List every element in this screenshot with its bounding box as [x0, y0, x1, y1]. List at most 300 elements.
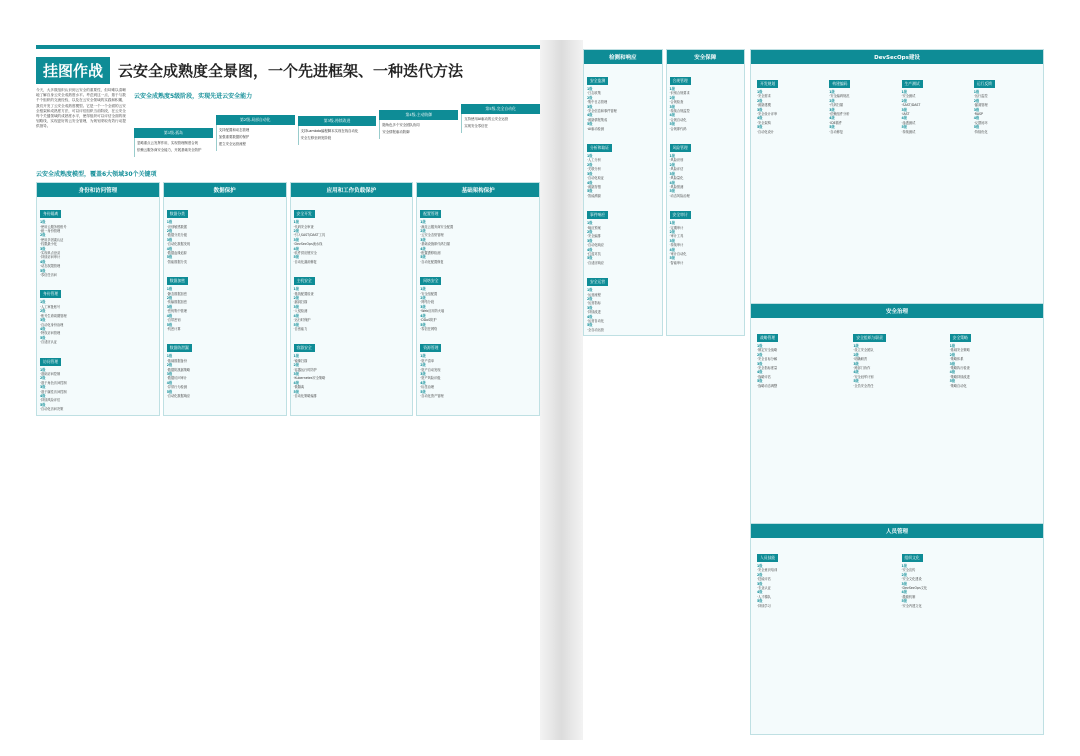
- level-label: 2级: [829, 98, 835, 103]
- level-label: 2级: [757, 98, 763, 103]
- level-item: 加强重要数据的保护: [218, 135, 250, 139]
- section-block: [829, 70, 892, 134]
- list-item: ·IAST: [901, 112, 910, 117]
- level-label: 1级: [669, 154, 675, 159]
- list-item: ·云安全态势管理: [420, 233, 444, 238]
- level-label: 5级: [40, 402, 46, 407]
- list-item: ·安全组配置: [420, 291, 438, 296]
- level-label: 3级: [587, 238, 593, 243]
- list-item: ·渗透测试: [901, 120, 916, 125]
- section-block: [167, 267, 283, 331]
- list-item: ·动态权限管理: [40, 264, 61, 269]
- section-heading: 风险管理: [670, 144, 691, 152]
- section-heading: 主机安全: [294, 277, 315, 285]
- level-label: 4级: [293, 313, 299, 318]
- list-item: ·智能溯源: [587, 193, 601, 198]
- level-card: [134, 128, 213, 157]
- level-label: 4级: [420, 246, 426, 251]
- level-label: 3级: [669, 104, 675, 109]
- level-label: 5级: [293, 322, 299, 327]
- list-item: ·基线配置检查: [293, 291, 314, 296]
- level-label: 5级: [420, 322, 426, 327]
- panel-title: 安全治理: [751, 304, 1043, 318]
- list-item: ·定期审计: [669, 225, 684, 230]
- level-label: 5级: [293, 255, 299, 260]
- level-label: 3级: [973, 107, 980, 112]
- level-label: 4级: [166, 246, 173, 251]
- list-item: ·基础数据备份: [166, 358, 187, 363]
- list-item: ·识别合规要求: [669, 91, 690, 96]
- list-item: ·智能数据分类: [166, 259, 187, 264]
- list-item: ·自动化响应: [587, 243, 604, 248]
- list-item: ·人才梯队: [757, 594, 771, 599]
- level-label: 1级: [40, 300, 46, 305]
- list-item: ·安全设计评审: [757, 112, 778, 117]
- domain-title: 身份和访问管理: [37, 183, 159, 197]
- level-card: [216, 115, 295, 151]
- section-block: [950, 324, 1037, 388]
- section-heading: 生产测试: [902, 80, 923, 88]
- list-item: ·集中日志管理: [587, 100, 608, 105]
- level-item: 安全左移至研发阶段: [300, 135, 332, 140]
- list-item: ·跨部门协作: [853, 366, 871, 371]
- section-badge: 挂图作战: [36, 57, 110, 84]
- level-label: 3级: [293, 304, 299, 309]
- level-label: 5级: [40, 335, 46, 340]
- level-label: 1级: [669, 221, 675, 226]
- level-label: 4级: [901, 590, 907, 595]
- level-label: 4级: [757, 590, 763, 595]
- section-block: [670, 134, 742, 198]
- list-item: ·设立安全团队: [853, 348, 874, 353]
- list-item: ·数据分类分级: [166, 233, 187, 238]
- panel-subcolumns: [751, 538, 1043, 614]
- list-item: ·软件供应链安全: [293, 251, 317, 256]
- title-row: [36, 49, 540, 88]
- list-item: ·统一身份管理: [40, 229, 61, 233]
- level-label: 3级: [757, 581, 763, 586]
- domain-title: 数据保护: [164, 183, 286, 197]
- section-heading: 安全开发: [294, 210, 315, 218]
- list-item: ·数据防泄漏策略: [166, 367, 191, 372]
- section-block: [294, 334, 410, 398]
- section-heading: 分析和取证: [587, 144, 612, 152]
- list-item: ·持续优化: [973, 129, 988, 134]
- level-label: 4级: [40, 326, 46, 331]
- level-label: 5级: [166, 255, 173, 260]
- list-item: ·静态数据加密: [166, 291, 187, 296]
- list-item: ·策略持续改进: [949, 374, 970, 379]
- level-label: 2级: [973, 98, 980, 103]
- level-label: 3级: [901, 107, 907, 112]
- level-item: 支持使用AI驱动的云安全运营: [464, 117, 509, 121]
- section-block: [420, 267, 536, 331]
- devsecops-panel: [750, 49, 1044, 309]
- list-item: ·安全目标分解: [757, 357, 778, 362]
- panel-title: 人员管理: [751, 524, 1043, 538]
- section-block: [420, 334, 536, 398]
- list-item: ·资产风险评级: [420, 376, 441, 381]
- section-heading: 安全组织与职责: [853, 334, 886, 342]
- section-block: [670, 67, 742, 131]
- list-item: ·风险评估: [669, 167, 684, 172]
- list-item: ·明确职责: [853, 357, 868, 362]
- list-item: ·入侵检测: [293, 309, 308, 314]
- list-item: ·漏洞扫描: [293, 300, 308, 305]
- level-label: 5级: [973, 125, 980, 130]
- section-heading: 数据分类: [167, 210, 188, 218]
- list-item: ·专业认证: [757, 586, 771, 591]
- level-item: 实现安全零信任: [464, 123, 488, 128]
- list-item: ·自动化访问决策: [40, 407, 64, 412]
- list-item: ·激励机制: [901, 594, 916, 599]
- section-heading: 战略管理: [757, 334, 778, 342]
- level-label: 1级: [40, 367, 46, 372]
- list-item: ·安全冠军计划: [853, 374, 874, 379]
- list-item: ·人工审批账号: [40, 304, 61, 309]
- section-heading: 安全监测: [587, 77, 608, 85]
- level-label: 5级: [587, 122, 593, 127]
- level-label: 1级: [40, 220, 46, 225]
- domain-title: 应用和工作负载保护: [291, 183, 413, 197]
- list-item: ·策略自动化: [949, 383, 967, 388]
- section-block: [587, 268, 659, 332]
- list-item: ·持续审计: [669, 243, 684, 248]
- level-desc: [134, 138, 213, 157]
- level-label: 4级: [166, 380, 173, 385]
- right-page: [583, 45, 1044, 735]
- list-item: ·合规即代码: [669, 126, 687, 131]
- list-item: ·满足云服务商安全配置: [420, 224, 454, 229]
- list-item: ·基于角色访问控制: [40, 380, 67, 385]
- list-item: ·IDE插件: [829, 120, 843, 125]
- domain-column: [290, 182, 414, 415]
- list-item: ·运营指标: [587, 301, 601, 306]
- level-label: 2级: [757, 572, 763, 577]
- list-item: ·战略动态调整: [757, 383, 778, 388]
- list-item: ·持续改进: [587, 310, 601, 315]
- list-item: ·实现单点登录: [40, 251, 61, 256]
- level-label: 第5级-完全自动化: [461, 104, 540, 114]
- list-item: ·持续测试: [901, 129, 916, 134]
- list-item: ·安全宣传: [901, 568, 916, 573]
- level-label: 5级: [829, 125, 835, 130]
- list-item: ·技能评估: [757, 577, 771, 582]
- list-item: ·安全编码规范: [829, 94, 850, 99]
- level-desc: [461, 114, 540, 133]
- level-label: 1级: [587, 87, 593, 91]
- level-label: 5级: [901, 599, 907, 604]
- level-item: 建立安全运营流程: [218, 141, 246, 146]
- level-label: 3级: [40, 385, 46, 390]
- level-label: 2级: [40, 309, 46, 314]
- level-label: 3级: [669, 171, 675, 176]
- list-item: ·标签治理: [420, 385, 435, 390]
- level-label: 5级: [587, 256, 593, 261]
- panel-subcolumns: [751, 318, 1043, 394]
- section-block: [167, 200, 283, 264]
- level-label: 1级: [420, 220, 426, 225]
- level-label: 2级: [587, 297, 593, 301]
- level-item: 支持配置和动态管理: [218, 128, 250, 133]
- section-heading: 安全运营: [587, 278, 608, 286]
- list-item: ·数据血缘追踪: [166, 251, 187, 256]
- section-block: [587, 67, 659, 131]
- section-heading: 合规管理: [670, 77, 691, 85]
- section-block: [40, 280, 156, 344]
- list-item: ·RASP: [973, 112, 983, 117]
- list-item: ·安全架构: [757, 120, 771, 125]
- domain-title: 安全保障: [667, 50, 745, 64]
- domain-title: 检测和响应: [584, 50, 662, 64]
- list-item: ·关联分析: [587, 167, 601, 172]
- section-block: [40, 348, 156, 412]
- level-label: 1级: [973, 90, 980, 94]
- list-item: ·漏洞管理: [973, 103, 988, 108]
- level-label: 2级: [166, 296, 173, 301]
- section-heading: 组织文化: [902, 554, 923, 562]
- level-label: 1级: [669, 87, 675, 91]
- level-label: 5级: [853, 379, 859, 384]
- level-label: 1级: [757, 564, 763, 568]
- list-item: ·自动化设计: [757, 129, 774, 134]
- level-card: [461, 104, 540, 133]
- list-item: ·自动修复: [829, 129, 844, 134]
- list-item: ·自动化取证: [587, 176, 604, 181]
- level-label: 2级: [293, 229, 299, 233]
- list-item: ·响应预案: [587, 225, 601, 230]
- people-panel: [750, 523, 1044, 735]
- list-item: ·自动化数据响应: [166, 393, 191, 398]
- section-heading: 开发规划: [757, 80, 778, 88]
- level-label: 2级: [669, 162, 675, 167]
- list-item: ·自动化漏洞修复: [293, 259, 317, 264]
- level-label: 5级: [949, 379, 956, 384]
- list-item: ·持续学习: [757, 603, 771, 608]
- list-item: ·DevSecOps流水线: [293, 242, 323, 247]
- section-block: [902, 70, 965, 134]
- section-block: [294, 200, 410, 264]
- list-item: ·代码扫描: [829, 103, 844, 108]
- level-label: 第4级-主动防御: [379, 110, 458, 120]
- level-label: 2级: [853, 352, 859, 357]
- list-item: ·安全测试: [901, 94, 916, 99]
- section-heading: 安全审计: [670, 211, 691, 219]
- list-item: ·红蓝对抗: [587, 251, 601, 256]
- level-label: 5级: [757, 379, 763, 384]
- level-label: 5级: [757, 599, 763, 604]
- level-label: 1级: [757, 90, 763, 94]
- level-label: 2级: [166, 229, 173, 233]
- level-item: 依赖云服务商安全能力，开展基础安全防护: [137, 147, 202, 152]
- section-heading: 人员技能: [757, 554, 778, 562]
- list-item: ·Kubernetes安全策略: [293, 376, 326, 381]
- level-label: 2级: [669, 229, 675, 234]
- list-item: ·识别敏感数据: [166, 224, 187, 229]
- level-label: 3级: [420, 237, 426, 242]
- list-item: ·基础访问控制: [40, 371, 61, 376]
- section-block: [757, 544, 893, 608]
- level-label: 4级: [40, 393, 46, 398]
- level-label: 1级: [829, 90, 835, 94]
- list-item: ·代码安全审查: [293, 224, 314, 229]
- level-label: 4级: [420, 380, 426, 385]
- level-label: 1级: [949, 344, 956, 348]
- level-label: 4级: [293, 380, 299, 385]
- list-item: ·自动化配置修复: [420, 259, 444, 264]
- level-item: 支持Lambda编程脚本实现在线自动化: [300, 129, 359, 133]
- level-label: 3级: [901, 581, 907, 586]
- domain-column: [36, 182, 160, 415]
- level-label: 3级: [166, 371, 173, 376]
- level-desc: [298, 126, 377, 145]
- level-label: 3级: [420, 304, 426, 309]
- list-item: ·DevSecOps文化: [901, 586, 928, 591]
- section-heading: 运行反馈: [974, 80, 995, 88]
- list-item: ·全自动运营: [587, 327, 604, 332]
- section-block: [670, 201, 742, 265]
- list-item: ·镜像扫描: [293, 358, 308, 363]
- list-item: ·日志收集: [587, 91, 601, 96]
- level-label: 1级: [420, 354, 426, 359]
- list-item: ·零信任网络: [420, 326, 438, 331]
- level-label: 1级: [853, 344, 859, 348]
- level-label: 4级: [669, 113, 675, 118]
- domain-column: [666, 49, 746, 336]
- section-block: [974, 70, 1037, 134]
- level-label: 3级: [853, 361, 859, 366]
- section-heading: 配置管理: [420, 210, 441, 218]
- list-item: ·安全意识培训: [757, 568, 778, 573]
- section-heading: 构建编码: [829, 80, 850, 88]
- level-label: 2级: [949, 352, 956, 357]
- list-item: ·动态风险治理: [669, 193, 690, 198]
- level-label: 3级: [587, 104, 593, 109]
- level-label: 4级: [669, 247, 675, 252]
- level-label: 5级: [293, 389, 299, 394]
- level-label: 1级: [587, 221, 593, 226]
- list-item: ·安全编排: [587, 234, 601, 239]
- level-label: 4级: [587, 314, 593, 319]
- domain-column: [416, 182, 540, 415]
- list-item: ·运营流程: [587, 292, 601, 297]
- list-item: ·微隔离: [293, 385, 305, 390]
- list-item: ·安全需求: [757, 94, 771, 99]
- level-label: 2级: [669, 95, 675, 100]
- level-label: 3级: [829, 107, 835, 112]
- section-block: [757, 70, 820, 134]
- list-item: ·全员安全责任: [853, 383, 874, 388]
- level-label: 1级: [420, 287, 426, 292]
- level-label: 2级: [293, 296, 299, 301]
- panel-title: DevSecOps建设: [751, 50, 1043, 64]
- level-label: 4级: [420, 313, 426, 318]
- level-label: 3级: [166, 237, 173, 242]
- list-item: ·审计自动化: [669, 251, 687, 256]
- level-label: 3级: [40, 318, 46, 323]
- level-label: 1级: [166, 220, 173, 225]
- level-label: 2级: [587, 162, 593, 167]
- list-item: ·传输数据加密: [166, 300, 187, 305]
- list-item: ·配置漂移检测: [420, 251, 441, 256]
- section-heading: 网络安全: [420, 277, 441, 285]
- list-item: ·网络分段: [420, 300, 435, 305]
- level-label: 1级: [587, 154, 593, 159]
- model-columns: [36, 182, 540, 415]
- section-heading: 事件响应: [587, 211, 608, 219]
- list-item: ·DDoS防护: [420, 318, 437, 323]
- list-item: ·审计工具: [669, 234, 684, 239]
- right-top-columns: [583, 49, 745, 336]
- list-item: ·权限最小化: [40, 242, 57, 247]
- domain-title: 基础架构保护: [417, 183, 539, 197]
- level-desc: [379, 120, 458, 139]
- list-item: ·零信任访问: [40, 273, 57, 278]
- left-page: [36, 45, 540, 735]
- level-label: 2级: [40, 376, 46, 381]
- section-block: [587, 134, 659, 198]
- section-heading: 容器安全: [294, 344, 315, 352]
- list-item: ·风险量化: [669, 176, 684, 181]
- section-heading: 身份管理: [40, 290, 61, 298]
- level-item: 随角色多个安全团队协同: [382, 123, 420, 127]
- list-item: ·数据访问审计: [166, 376, 187, 381]
- level-label: 4级: [757, 116, 763, 121]
- model-heading: 云安全成熟度模型，覆盖6大领域30个关键项: [36, 171, 157, 179]
- level-label: 3级: [587, 305, 593, 310]
- list-item: ·基于属性访问控制: [40, 389, 67, 394]
- list-item: ·制定安全战略: [757, 348, 778, 353]
- list-item: ·策略执行检查: [949, 366, 970, 371]
- level-label: 1级: [293, 220, 299, 225]
- level-label: 4级: [757, 370, 763, 375]
- list-item: ·运行时保护: [293, 318, 311, 323]
- level-label: 1级: [293, 354, 299, 359]
- section-block: [902, 544, 1038, 608]
- domain-column: [163, 182, 287, 415]
- list-item: ·持续风险评估: [40, 398, 61, 403]
- section-block: [167, 334, 283, 398]
- list-item: ·威胁狩猎: [587, 184, 601, 189]
- level-label: 3级: [949, 361, 956, 366]
- level-label: 5级: [166, 322, 173, 327]
- level-label: 2级: [166, 363, 173, 368]
- level-label: 1级: [587, 288, 593, 293]
- level-label: 2级: [293, 363, 299, 368]
- list-item: ·运营自动化: [587, 319, 604, 324]
- level-card: [298, 116, 377, 145]
- level-label: 4级: [901, 116, 907, 121]
- section-heading: 资源管理: [420, 344, 441, 352]
- level-label: 5级: [587, 323, 593, 328]
- levels-row: [134, 104, 540, 157]
- level-label: 4级: [829, 116, 835, 121]
- list-item: ·持续合规监控: [669, 109, 690, 114]
- level-label: 第3级-持续改进: [298, 116, 377, 126]
- list-item: ·自动化资产管理: [420, 393, 444, 398]
- level-label: 1级: [166, 287, 173, 292]
- section-block: [587, 201, 659, 265]
- level-label: 5级: [420, 255, 426, 260]
- list-item: ·自愈能力: [293, 326, 308, 331]
- level-label: 4级: [587, 247, 593, 252]
- domain-column: [583, 49, 663, 336]
- list-item: ·异常行为检测: [166, 385, 187, 390]
- level-label: 5级: [420, 389, 426, 394]
- list-item: ·安全文化建设: [901, 577, 922, 582]
- list-item: ·基础安全策略: [949, 348, 970, 353]
- list-item: ·引入SAST/DAST工具: [293, 233, 326, 238]
